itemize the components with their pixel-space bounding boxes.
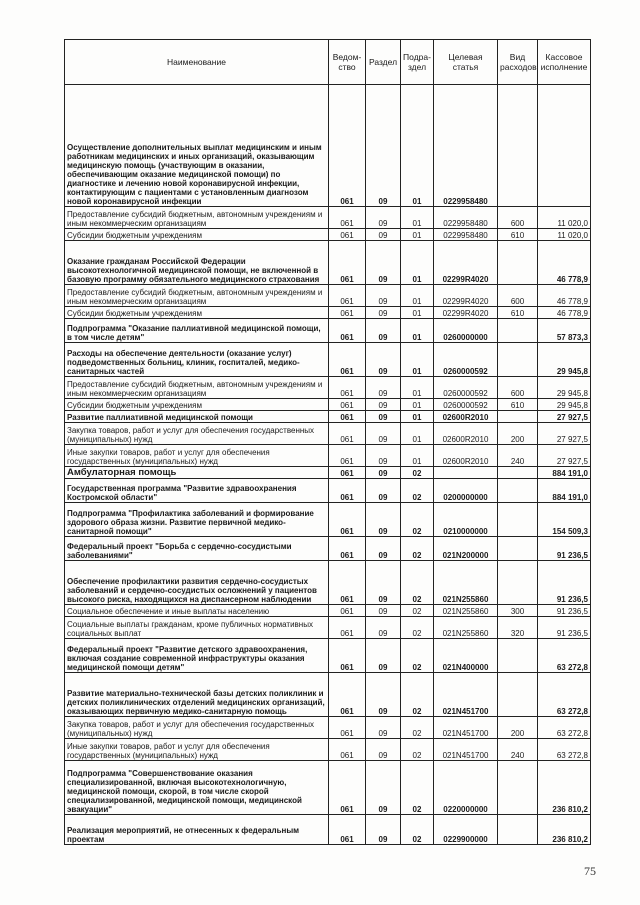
cell-kind <box>498 479 538 503</box>
cell-name: Социальные выплаты гражданам, кроме публичных нормативных социальных выплат <box>65 617 329 639</box>
cell-name: Иные закупки товаров, работ и услуг для обеспечения государственных (муниципальных) нужд <box>65 445 329 467</box>
cell-section: 09 <box>366 479 401 503</box>
cell-subsection: 01 <box>401 207 434 229</box>
table-row <box>65 815 591 845</box>
cell-kind <box>498 761 538 815</box>
cell-section: 09 <box>366 411 401 423</box>
cell-cash: 27 927,5 <box>538 423 591 445</box>
cell-dept: 061 <box>329 717 366 739</box>
cell-section: 09 <box>366 241 401 285</box>
cell-target: 021N200000 <box>434 537 498 561</box>
cell-cash: 91 236,5 <box>538 561 591 605</box>
cell-cash: 884 191,0 <box>538 467 591 479</box>
cell-dept: 061 <box>329 761 366 815</box>
cell-section: 09 <box>366 639 401 673</box>
cell-target: 021N451700 <box>434 673 498 717</box>
cell-section: 09 <box>366 561 401 605</box>
table-row <box>65 503 591 537</box>
cell-dept: 061 <box>329 411 366 423</box>
cell-dept: 061 <box>329 445 366 467</box>
cell-dept: 061 <box>329 479 366 503</box>
cell-subsection: 01 <box>401 399 434 411</box>
cell-cash: 46 778,9 <box>538 307 591 319</box>
cell-subsection: 02 <box>401 467 434 479</box>
cell-subsection: 02 <box>401 717 434 739</box>
column-header-target: Целевая статья <box>434 40 498 85</box>
cell-cash: 11 020,0 <box>538 229 591 241</box>
column-header-cash: Кассовое исполнение <box>538 40 591 85</box>
cell-cash: 46 778,9 <box>538 285 591 307</box>
cell-section: 09 <box>366 229 401 241</box>
cell-target: 0260000592 <box>434 399 498 411</box>
table-row <box>65 411 591 423</box>
table-row <box>65 445 591 467</box>
cell-section: 09 <box>366 503 401 537</box>
table-row <box>65 673 591 717</box>
cell-section: 09 <box>366 761 401 815</box>
cell-target: 0260000000 <box>434 319 498 343</box>
cell-subsection: 01 <box>401 423 434 445</box>
cell-kind <box>498 815 538 845</box>
cell-subsection: 01 <box>401 377 434 399</box>
table-row <box>65 761 591 815</box>
cell-section: 09 <box>366 605 401 617</box>
table-row <box>65 207 591 229</box>
cell-target: 02600R2010 <box>434 445 498 467</box>
cell-kind <box>498 467 538 479</box>
table-row <box>65 343 591 377</box>
cell-dept: 061 <box>329 343 366 377</box>
cell-kind: 610 <box>498 229 538 241</box>
cell-target: 0260000592 <box>434 343 498 377</box>
cell-section: 09 <box>366 815 401 845</box>
cell-cash: 91 236,5 <box>538 537 591 561</box>
cell-cash: 57 873,3 <box>538 319 591 343</box>
cell-dept: 061 <box>329 229 366 241</box>
cell-section: 09 <box>366 285 401 307</box>
column-header-subsection: Подра-здел <box>401 40 434 85</box>
cell-cash: 63 272,8 <box>538 717 591 739</box>
cell-dept: 061 <box>329 307 366 319</box>
cell-dept: 061 <box>329 85 366 207</box>
cell-kind <box>498 503 538 537</box>
cell-dept: 061 <box>329 241 366 285</box>
cell-target: 0200000000 <box>434 479 498 503</box>
cell-subsection: 01 <box>401 307 434 319</box>
cell-cash: 91 236,5 <box>538 605 591 617</box>
cell-dept: 061 <box>329 423 366 445</box>
cell-dept: 061 <box>329 815 366 845</box>
cell-name: Реализация мероприятий, не отнесенных к федеральным проектам <box>65 815 329 845</box>
cell-dept: 061 <box>329 561 366 605</box>
cell-kind: 200 <box>498 717 538 739</box>
cell-target: 021N255860 <box>434 561 498 605</box>
cell-section: 09 <box>366 673 401 717</box>
table-row <box>65 423 591 445</box>
cell-subsection: 01 <box>401 319 434 343</box>
cell-name: Обеспечение профилактики развития сердечно-сосудистых заболеваний и сердечно-сосудистых осложнений у пациентов высокого риска, находящихся на диспансерном наблюдении <box>65 561 329 605</box>
table-row <box>65 399 591 411</box>
cell-target: 02600R2010 <box>434 423 498 445</box>
table-row <box>65 307 591 319</box>
cell-kind: 610 <box>498 399 538 411</box>
cell-cash: 63 272,8 <box>538 639 591 673</box>
column-header-section: Раздел <box>366 40 401 85</box>
cell-target: 021N451700 <box>434 717 498 739</box>
cell-target: 021N255860 <box>434 617 498 639</box>
cell-name: Субсидии бюджетным учреждениям <box>65 399 329 411</box>
cell-name: Социальное обеспечение и иные выплаты населению <box>65 605 329 617</box>
cell-section: 09 <box>366 319 401 343</box>
cell-kind <box>498 673 538 717</box>
cell-target: 021N451700 <box>434 739 498 761</box>
cell-section: 09 <box>366 343 401 377</box>
cell-kind <box>498 85 538 207</box>
cell-dept: 061 <box>329 207 366 229</box>
cell-name: Подпрограмма "Совершенствование оказания специализированной, включая высокотехнологичную, медицинской помощи, скорой, в том числе скорой специализированной, медицинской помощи, медицинской эвакуации" <box>65 761 329 815</box>
table-row <box>65 479 591 503</box>
cell-target: 0229958480 <box>434 207 498 229</box>
cell-kind: 240 <box>498 739 538 761</box>
column-header-dept: Ведом-ство <box>329 40 366 85</box>
cell-cash: 29 945,8 <box>538 377 591 399</box>
cell-dept: 061 <box>329 467 366 479</box>
cell-cash: 63 272,8 <box>538 739 591 761</box>
cell-target: 021N400000 <box>434 639 498 673</box>
cell-cash: 236 810,2 <box>538 761 591 815</box>
cell-name: Расходы на обеспечение деятельности (оказание услуг) подведомственных больниц, клиник, госпиталей, медико-санитарных частей <box>65 343 329 377</box>
cell-dept: 061 <box>329 639 366 673</box>
cell-subsection: 01 <box>401 241 434 285</box>
cell-cash: 27 927,5 <box>538 445 591 467</box>
cell-section: 09 <box>366 307 401 319</box>
table-row <box>65 639 591 673</box>
cell-kind: 610 <box>498 307 538 319</box>
cell-subsection: 02 <box>401 561 434 605</box>
cell-target: 021N255860 <box>434 605 498 617</box>
table-row <box>65 605 591 617</box>
table-row <box>65 537 591 561</box>
cell-cash: 11 020,0 <box>538 207 591 229</box>
cell-cash: 91 236,5 <box>538 617 591 639</box>
cell-dept: 061 <box>329 503 366 537</box>
cell-target: 0220000000 <box>434 761 498 815</box>
cell-name: Развитие паллиативной медицинской помощи <box>65 411 329 423</box>
cell-kind <box>498 561 538 605</box>
cell-dept: 061 <box>329 739 366 761</box>
table-row <box>65 561 591 605</box>
cell-subsection: 01 <box>401 411 434 423</box>
cell-subsection: 02 <box>401 673 434 717</box>
cell-subsection: 02 <box>401 761 434 815</box>
cell-subsection: 02 <box>401 639 434 673</box>
cell-section: 09 <box>366 739 401 761</box>
cell-dept: 061 <box>329 673 366 717</box>
cell-name: Предоставление субсидий бюджетным, автономным учреждениям и иным некоммерческим организациям <box>65 207 329 229</box>
cell-name: Развитие материально-технической базы детских поликлиник и детских поликлинических отделений медицинских организаций, оказывающих первичную медико-санитарную помощь <box>65 673 329 717</box>
cell-dept: 061 <box>329 617 366 639</box>
cell-subsection: 01 <box>401 285 434 307</box>
cell-kind: 200 <box>498 423 538 445</box>
cell-name: Субсидии бюджетным учреждениям <box>65 307 329 319</box>
cell-section: 09 <box>366 423 401 445</box>
cell-kind <box>498 343 538 377</box>
cell-name: Федеральный проект "Борьба с сердечно-сосудистыми заболеваниями" <box>65 537 329 561</box>
cell-name: Оказание гражданам Российской Федерации высокотехнологичной медицинской помощи, не включенной в базовую программу обязательного медицинского страхования <box>65 241 329 285</box>
table-row <box>65 617 591 639</box>
cell-name: Закупка товаров, работ и услуг для обеспечения государственных (муниципальных) нужд <box>65 423 329 445</box>
table-row <box>65 285 591 307</box>
column-header-name: Наименование <box>65 40 329 85</box>
table-body <box>65 85 591 845</box>
table-row <box>65 229 591 241</box>
cell-target: 0229900000 <box>434 815 498 845</box>
cell-kind <box>498 411 538 423</box>
table-row <box>65 377 591 399</box>
cell-target: 0229958480 <box>434 229 498 241</box>
cell-name: Осуществление дополнительных выплат медицинским и иным работникам медицинских и иных организаций, оказывающим медицинскую помощь (участвующим в оказании, обеспечивающим оказание медицинской помощи) по диагностике и лечению новой коронавирусной инфекции, контактирующим с пациентами с установленным диагнозом новой коронавирусной инфекции <box>65 85 329 207</box>
cell-section: 09 <box>366 377 401 399</box>
cell-subsection: 02 <box>401 605 434 617</box>
cell-cash: 884 191,0 <box>538 479 591 503</box>
cell-subsection: 02 <box>401 479 434 503</box>
cell-cash: 46 778,9 <box>538 241 591 285</box>
cell-section: 09 <box>366 617 401 639</box>
cell-subsection: 02 <box>401 815 434 845</box>
table-row <box>65 467 591 479</box>
cell-kind: 600 <box>498 377 538 399</box>
cell-subsection: 01 <box>401 445 434 467</box>
cell-target: 02299R4020 <box>434 241 498 285</box>
cell-kind <box>498 319 538 343</box>
table-header <box>65 40 591 85</box>
cell-dept: 061 <box>329 285 366 307</box>
cell-kind: 240 <box>498 445 538 467</box>
cell-kind <box>498 639 538 673</box>
cell-dept: 061 <box>329 319 366 343</box>
column-header-kind: Вид расходов <box>498 40 538 85</box>
cell-kind: 320 <box>498 617 538 639</box>
cell-subsection: 02 <box>401 537 434 561</box>
cell-section: 09 <box>366 445 401 467</box>
cell-cash: 29 945,8 <box>538 399 591 411</box>
cell-name: Подпрограмма "Профилактика заболеваний и формирование здорового образа жизни. Развитие первичной медико-санитарной помощи" <box>65 503 329 537</box>
cell-name: Федеральный проект "Развитие детского здравоохранения, включая создание современной инфраструктуры оказания медицинской помощи детям" <box>65 639 329 673</box>
cell-dept: 061 <box>329 605 366 617</box>
cell-name: Иные закупки товаров, работ и услуг для обеспечения государственных (муниципальных) нужд <box>65 739 329 761</box>
cell-cash: 236 810,2 <box>538 815 591 845</box>
table-row <box>65 739 591 761</box>
cell-name: Закупка товаров, работ и услуг для обеспечения государственных (муниципальных) нужд <box>65 717 329 739</box>
cell-cash: 154 509,3 <box>538 503 591 537</box>
cell-subsection: 02 <box>401 617 434 639</box>
cell-section: 09 <box>366 717 401 739</box>
cell-target: 0229958480 <box>434 85 498 207</box>
cell-name: Подпрограмма "Оказание паллиативной медицинской помощи, в том числе детям" <box>65 319 329 343</box>
cell-name: Амбулаторная помощь <box>65 467 329 479</box>
cell-target <box>434 467 498 479</box>
cell-kind: 300 <box>498 605 538 617</box>
cell-target: 0260000592 <box>434 377 498 399</box>
cell-target: 02600R2010 <box>434 411 498 423</box>
table-row <box>65 85 591 207</box>
cell-subsection: 02 <box>401 739 434 761</box>
cell-name: Предоставление субсидий бюджетным, автономным учреждениям и иным некоммерческим организациям <box>65 285 329 307</box>
cell-dept: 061 <box>329 377 366 399</box>
cell-cash: 27 927,5 <box>538 411 591 423</box>
cell-dept: 061 <box>329 537 366 561</box>
cell-cash: 63 272,8 <box>538 673 591 717</box>
table-row <box>65 241 591 285</box>
cell-name: Государственная программа "Развитие здравоохранения Костромской области" <box>65 479 329 503</box>
cell-target: 02299R4020 <box>434 285 498 307</box>
cell-kind <box>498 537 538 561</box>
table-row <box>65 319 591 343</box>
cell-section: 09 <box>366 537 401 561</box>
cell-kind <box>498 241 538 285</box>
cell-subsection: 01 <box>401 85 434 207</box>
cell-name: Субсидии бюджетным учреждениям <box>65 229 329 241</box>
cell-cash: 29 945,8 <box>538 343 591 377</box>
cell-section: 09 <box>366 85 401 207</box>
table-row <box>65 717 591 739</box>
budget-table <box>64 39 591 845</box>
cell-name: Предоставление субсидий бюджетным, автономным учреждениям и иным некоммерческим организациям <box>65 377 329 399</box>
cell-subsection: 01 <box>401 343 434 377</box>
cell-subsection: 01 <box>401 229 434 241</box>
cell-section: 09 <box>366 467 401 479</box>
cell-section: 09 <box>366 207 401 229</box>
cell-target: 02299R4020 <box>434 307 498 319</box>
cell-target: 0210000000 <box>434 503 498 537</box>
cell-subsection: 02 <box>401 503 434 537</box>
cell-section: 09 <box>366 399 401 411</box>
cell-dept: 061 <box>329 399 366 411</box>
page-number: 75 <box>584 864 596 878</box>
cell-kind: 600 <box>498 207 538 229</box>
cell-cash <box>538 85 591 207</box>
cell-kind: 600 <box>498 285 538 307</box>
